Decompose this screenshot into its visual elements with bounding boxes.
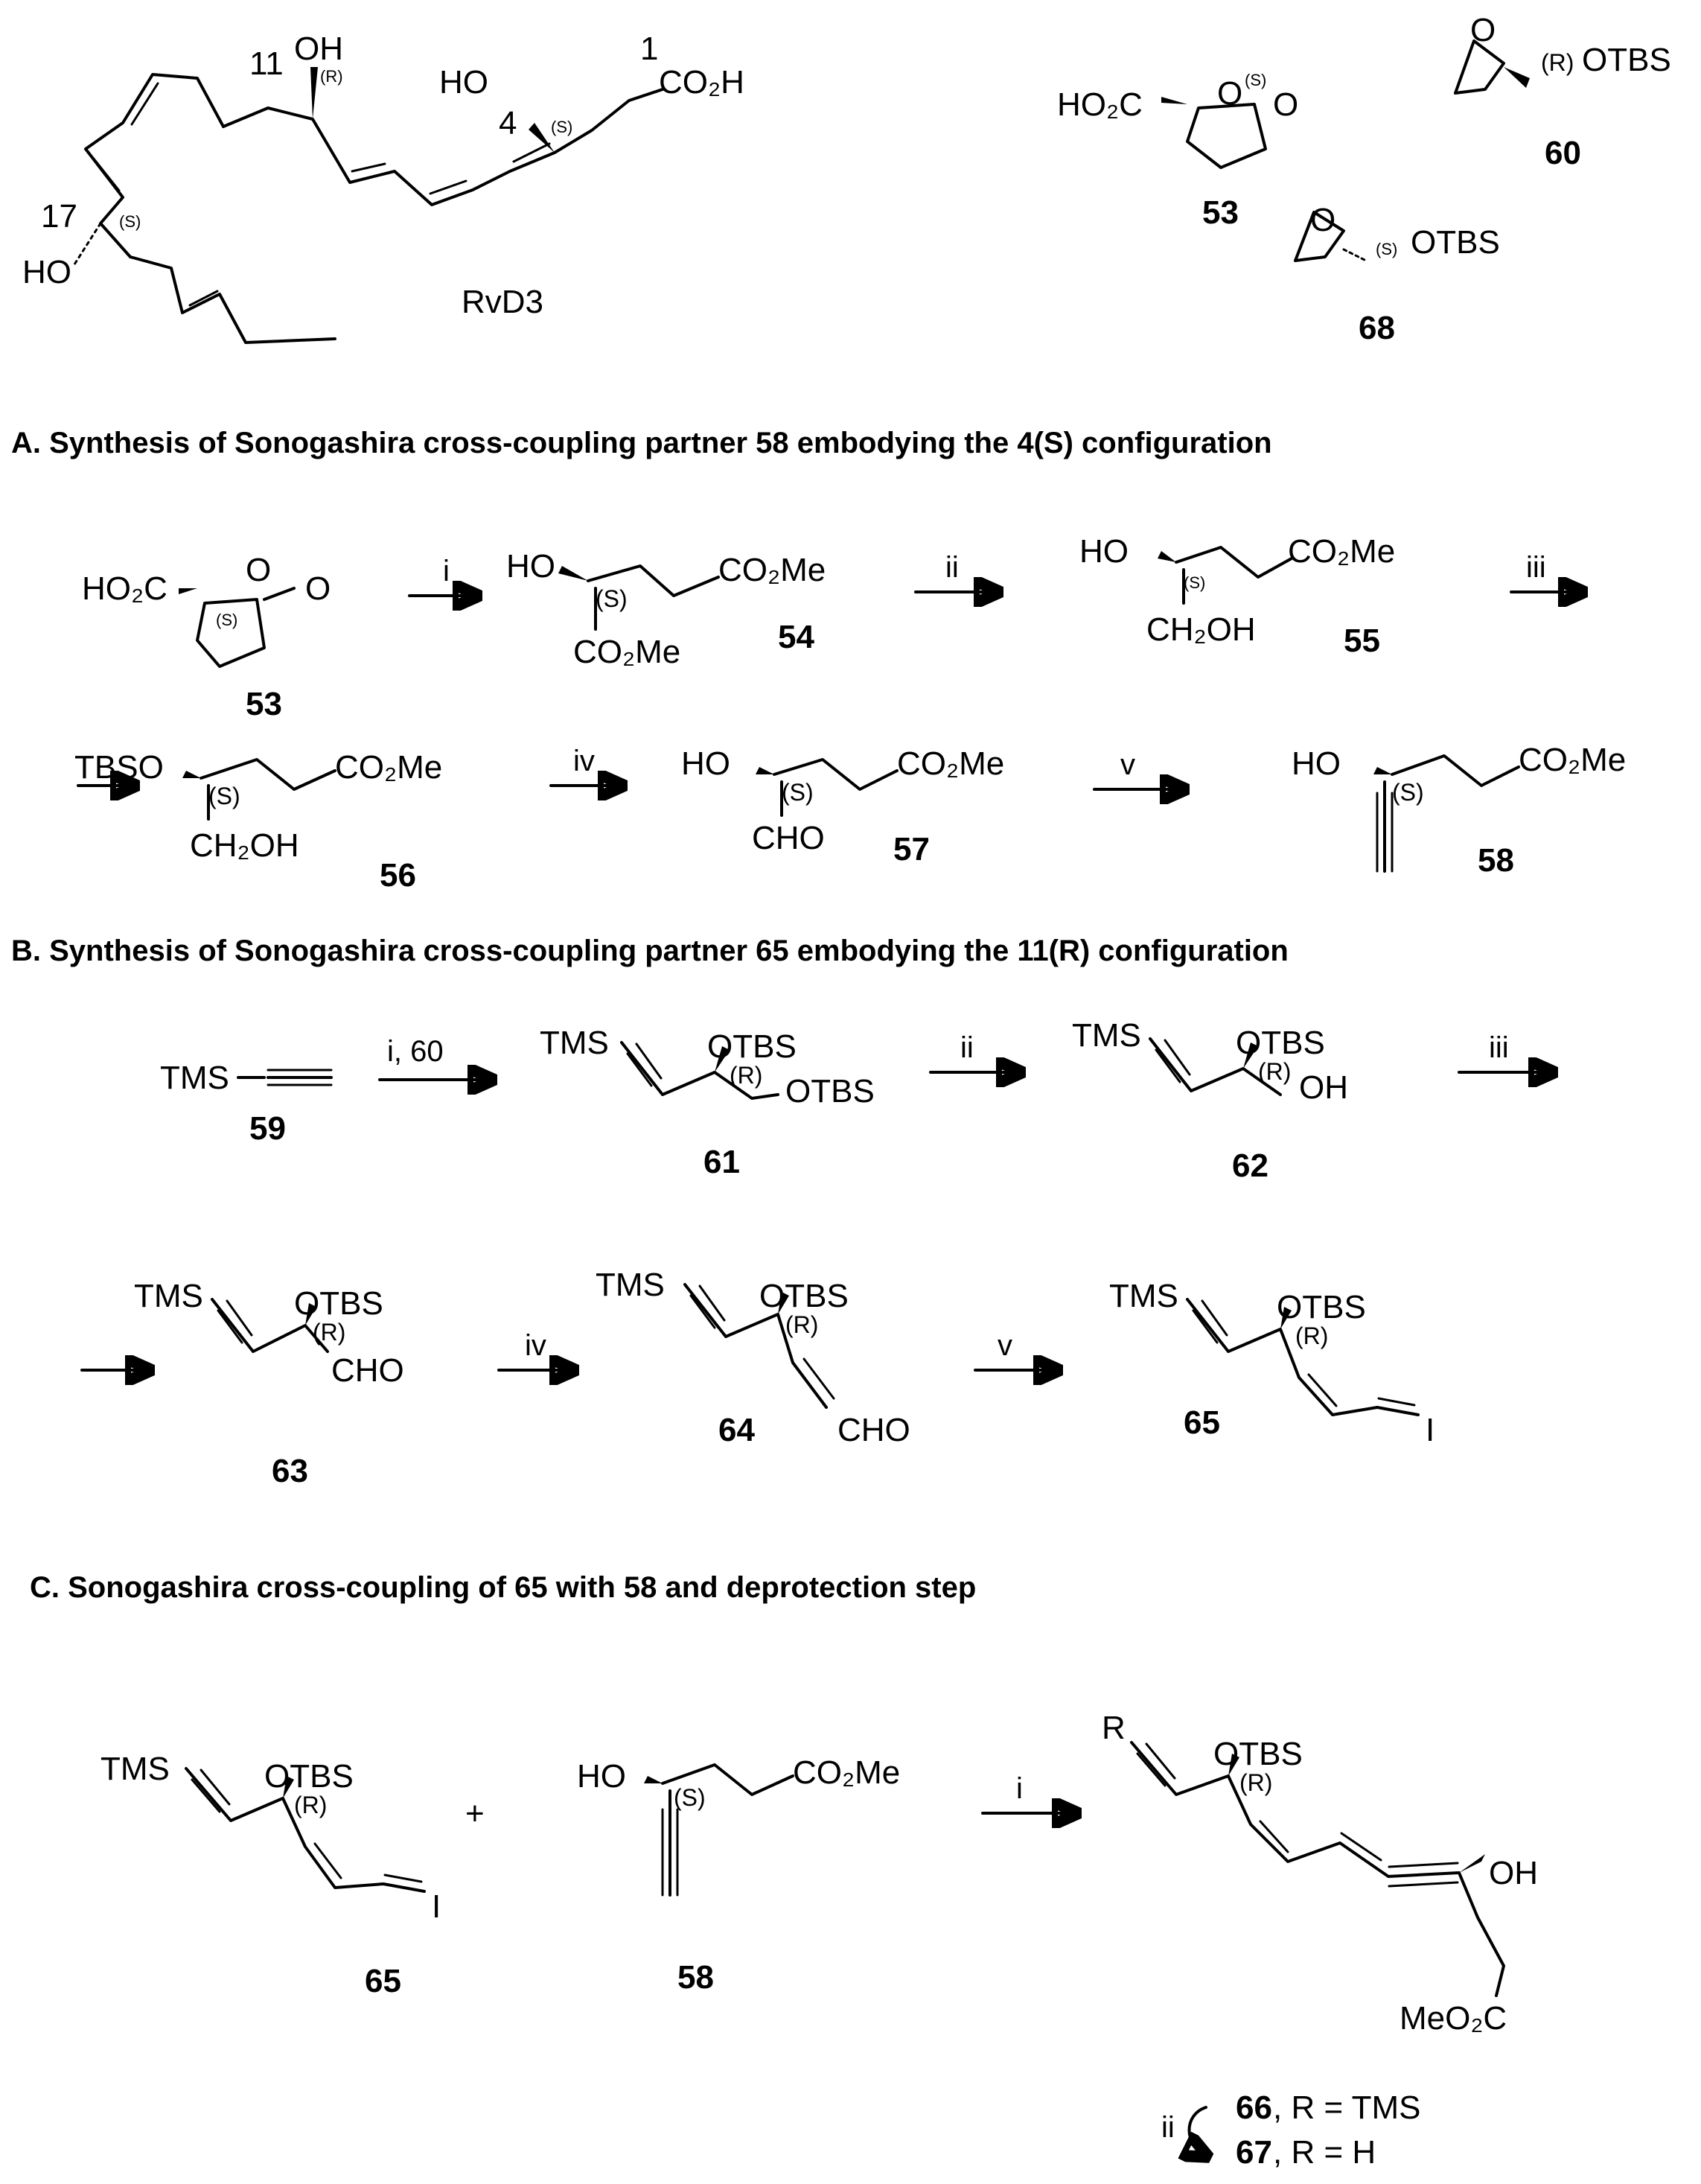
rvd3-locant-17: 17	[41, 198, 77, 235]
c58-label: 58	[677, 1959, 714, 1996]
section-b-title: B. Synthesis of Sonogashira cross-coupling partner 65 embodying the 11(R) configuration	[11, 935, 1289, 967]
plus-sign: +	[465, 1795, 485, 1832]
a56-label: 56	[380, 857, 416, 894]
b-reagent-4: iv	[525, 1329, 546, 1362]
b63-tms: TMS	[134, 1278, 203, 1314]
b-compound-61	[540, 1025, 875, 1180]
c65-label: 65	[365, 1963, 401, 1999]
a53-label: 53	[246, 686, 282, 722]
c53-ring-o: O	[1217, 75, 1243, 112]
c-compound-58	[577, 1754, 900, 1996]
a55-ch2oh: CH₂OH	[1146, 611, 1256, 648]
a55-co2me: CO₂Me	[1288, 533, 1396, 570]
a54-co2me-2: CO₂Me	[573, 634, 681, 670]
compound-53-top	[1057, 71, 1298, 231]
c-product	[1102, 1710, 1538, 2037]
c66-label: 66	[1236, 2089, 1272, 2126]
a-compound-54	[506, 548, 826, 670]
a-compound-57	[681, 745, 1004, 867]
prod-r: R	[1102, 1710, 1126, 1746]
c65-otbs: OTBS	[264, 1758, 354, 1795]
c68-label: 68	[1359, 310, 1395, 346]
deprotection-step	[1161, 2089, 1420, 2171]
b62-tms: TMS	[1072, 1017, 1141, 1054]
rvd3-ho4: HO	[439, 64, 488, 101]
c58-cfg: (S)	[674, 1784, 706, 1811]
section-c-title: C. Sonogashira cross-coupling of 65 with 58 and deprotection step	[30, 1571, 977, 1604]
rvd3-cfg-11: (R)	[320, 67, 343, 86]
c68-o: O	[1310, 202, 1336, 238]
prod-oh: OH	[1489, 1855, 1538, 1891]
c53-cfg: (S)	[1245, 71, 1267, 89]
b-compound-59	[160, 1060, 331, 1147]
b63-label: 63	[272, 1453, 308, 1489]
b63-otbs: OTBS	[294, 1285, 383, 1322]
c-reagent-i: i	[1016, 1772, 1023, 1805]
b64-otbs: OTBS	[759, 1278, 849, 1314]
c60-otbs: OTBS	[1582, 42, 1671, 78]
c66-def: , R = TMS	[1273, 2089, 1421, 2126]
a57-ho: HO	[681, 745, 730, 782]
a55-label: 55	[1344, 623, 1380, 659]
compound-68	[1295, 202, 1500, 346]
b62-label: 62	[1232, 1147, 1268, 1184]
rvd3-acid: CO₂H	[659, 64, 744, 101]
c53-label: 53	[1202, 194, 1239, 231]
b63-cho: CHO	[331, 1352, 404, 1389]
rvd3-oh11: OH	[294, 31, 343, 67]
a58-cfg: (S)	[1392, 779, 1424, 806]
b61-otbs: OTBS	[707, 1028, 797, 1065]
a-reagent-iv: iv	[573, 745, 595, 777]
b65-label: 65	[1184, 1404, 1220, 1441]
a56-ch2oh: CH₂OH	[190, 827, 299, 864]
c-compound-65	[100, 1751, 441, 1999]
prod-meo2c: MeO₂C	[1400, 2000, 1507, 2037]
b-compound-62	[1072, 1017, 1348, 1184]
rvd3-structure	[22, 31, 744, 343]
b64-cfg: (R)	[785, 1311, 819, 1338]
a58-label: 58	[1478, 842, 1514, 879]
rvd3-locant-11: 11	[249, 45, 284, 82]
a-compound-58	[1292, 742, 1626, 879]
a55-cfg: (S)	[1184, 573, 1206, 592]
a58-ho: HO	[1292, 745, 1341, 782]
b65-iodine: I	[1426, 1412, 1435, 1448]
c60-label: 60	[1545, 135, 1581, 171]
b64-tms: TMS	[596, 1267, 665, 1303]
a57-cho: CHO	[752, 820, 825, 856]
c68-cfg: (S)	[1376, 240, 1398, 258]
a-compound-55	[1079, 533, 1395, 659]
b61-cfg: (R)	[730, 1062, 763, 1089]
b59-label: 59	[249, 1110, 286, 1147]
a-reagent-ii: ii	[945, 551, 959, 584]
b65-tms: TMS	[1109, 1278, 1178, 1314]
b-reagent-5: v	[998, 1329, 1012, 1362]
a53-cfg: (S)	[216, 611, 238, 629]
b59-tms: TMS	[160, 1060, 229, 1096]
a54-label: 54	[778, 619, 814, 655]
a56-co2me: CO₂Me	[335, 749, 443, 786]
b-reagent-2: ii	[960, 1031, 974, 1064]
section-a-title: A. Synthesis of Sonogashira cross-coupling partner 58 embodying the 4(S) configuration	[11, 427, 1272, 459]
a53-ring-o: O	[246, 552, 272, 588]
rvd3-cfg-17: (S)	[119, 212, 141, 231]
b65-otbs: OTBS	[1277, 1289, 1366, 1325]
a57-cfg: (S)	[782, 779, 814, 806]
b62-otbs: OTBS	[1236, 1025, 1325, 1061]
b-compound-64	[596, 1267, 910, 1448]
c58-co2me: CO₂Me	[793, 1754, 901, 1791]
b65-cfg: (R)	[1295, 1322, 1329, 1349]
b62-cfg: (R)	[1258, 1058, 1292, 1085]
a-reagent-i: i	[443, 555, 450, 588]
a-reagent-iii: iii	[1526, 551, 1546, 584]
a-compound-53	[82, 552, 331, 722]
a57-label: 57	[893, 831, 930, 867]
c67-label: 67	[1236, 2134, 1272, 2171]
c53-ho2c: HO₂C	[1057, 86, 1143, 123]
prod-otbs: OTBS	[1213, 1736, 1303, 1772]
c58-ho: HO	[577, 1758, 626, 1795]
a55-ho: HO	[1079, 533, 1129, 570]
compound-60	[1455, 12, 1671, 171]
a56-tbso: TBSO	[74, 749, 164, 786]
c65-iodine: I	[432, 1888, 441, 1925]
b-compound-65	[1109, 1278, 1434, 1448]
b-reagent-3: iii	[1489, 1031, 1509, 1064]
b63-cfg: (R)	[313, 1319, 346, 1346]
c68-otbs: OTBS	[1411, 224, 1500, 261]
rvd3-ho17: HO	[22, 254, 71, 290]
c67-def: , R = H	[1273, 2134, 1376, 2171]
c-reagent-ii: ii	[1161, 2111, 1175, 2144]
a58-co2me: CO₂Me	[1519, 742, 1627, 778]
c65-cfg: (R)	[294, 1792, 328, 1818]
b-reagent-1: i, 60	[387, 1035, 444, 1068]
rvd3-cfg-4: (S)	[551, 118, 573, 136]
rvd3-locant-1: 1	[640, 31, 659, 67]
a53-carbonyl-o: O	[305, 570, 331, 607]
c65-tms: TMS	[100, 1751, 170, 1787]
a-reagent-v: v	[1120, 748, 1135, 781]
a57-co2me: CO₂Me	[897, 745, 1005, 782]
b61-label: 61	[703, 1144, 740, 1180]
c53-carbonyl-o: O	[1273, 86, 1299, 123]
rvd3-locant-4: 4	[499, 105, 517, 141]
b62-oh: OH	[1299, 1069, 1348, 1106]
c60-cfg: (R)	[1541, 49, 1574, 76]
a56-cfg: (S)	[208, 783, 240, 809]
a53-ho2c: HO₂C	[82, 570, 167, 607]
b61-tms: TMS	[540, 1025, 609, 1061]
a-compound-56	[74, 749, 442, 894]
rvd3-name: RvD3	[462, 284, 544, 320]
b64-label: 64	[718, 1412, 755, 1448]
c60-o: O	[1470, 12, 1496, 48]
prod-cfg: (R)	[1239, 1769, 1273, 1796]
a54-co2me: CO₂Me	[718, 552, 826, 588]
b-compound-63	[134, 1278, 404, 1489]
a54-ho: HO	[506, 548, 555, 585]
b61-otbs2: OTBS	[785, 1073, 875, 1109]
b64-cho: CHO	[837, 1412, 910, 1448]
a54-cfg: (S)	[596, 585, 628, 612]
